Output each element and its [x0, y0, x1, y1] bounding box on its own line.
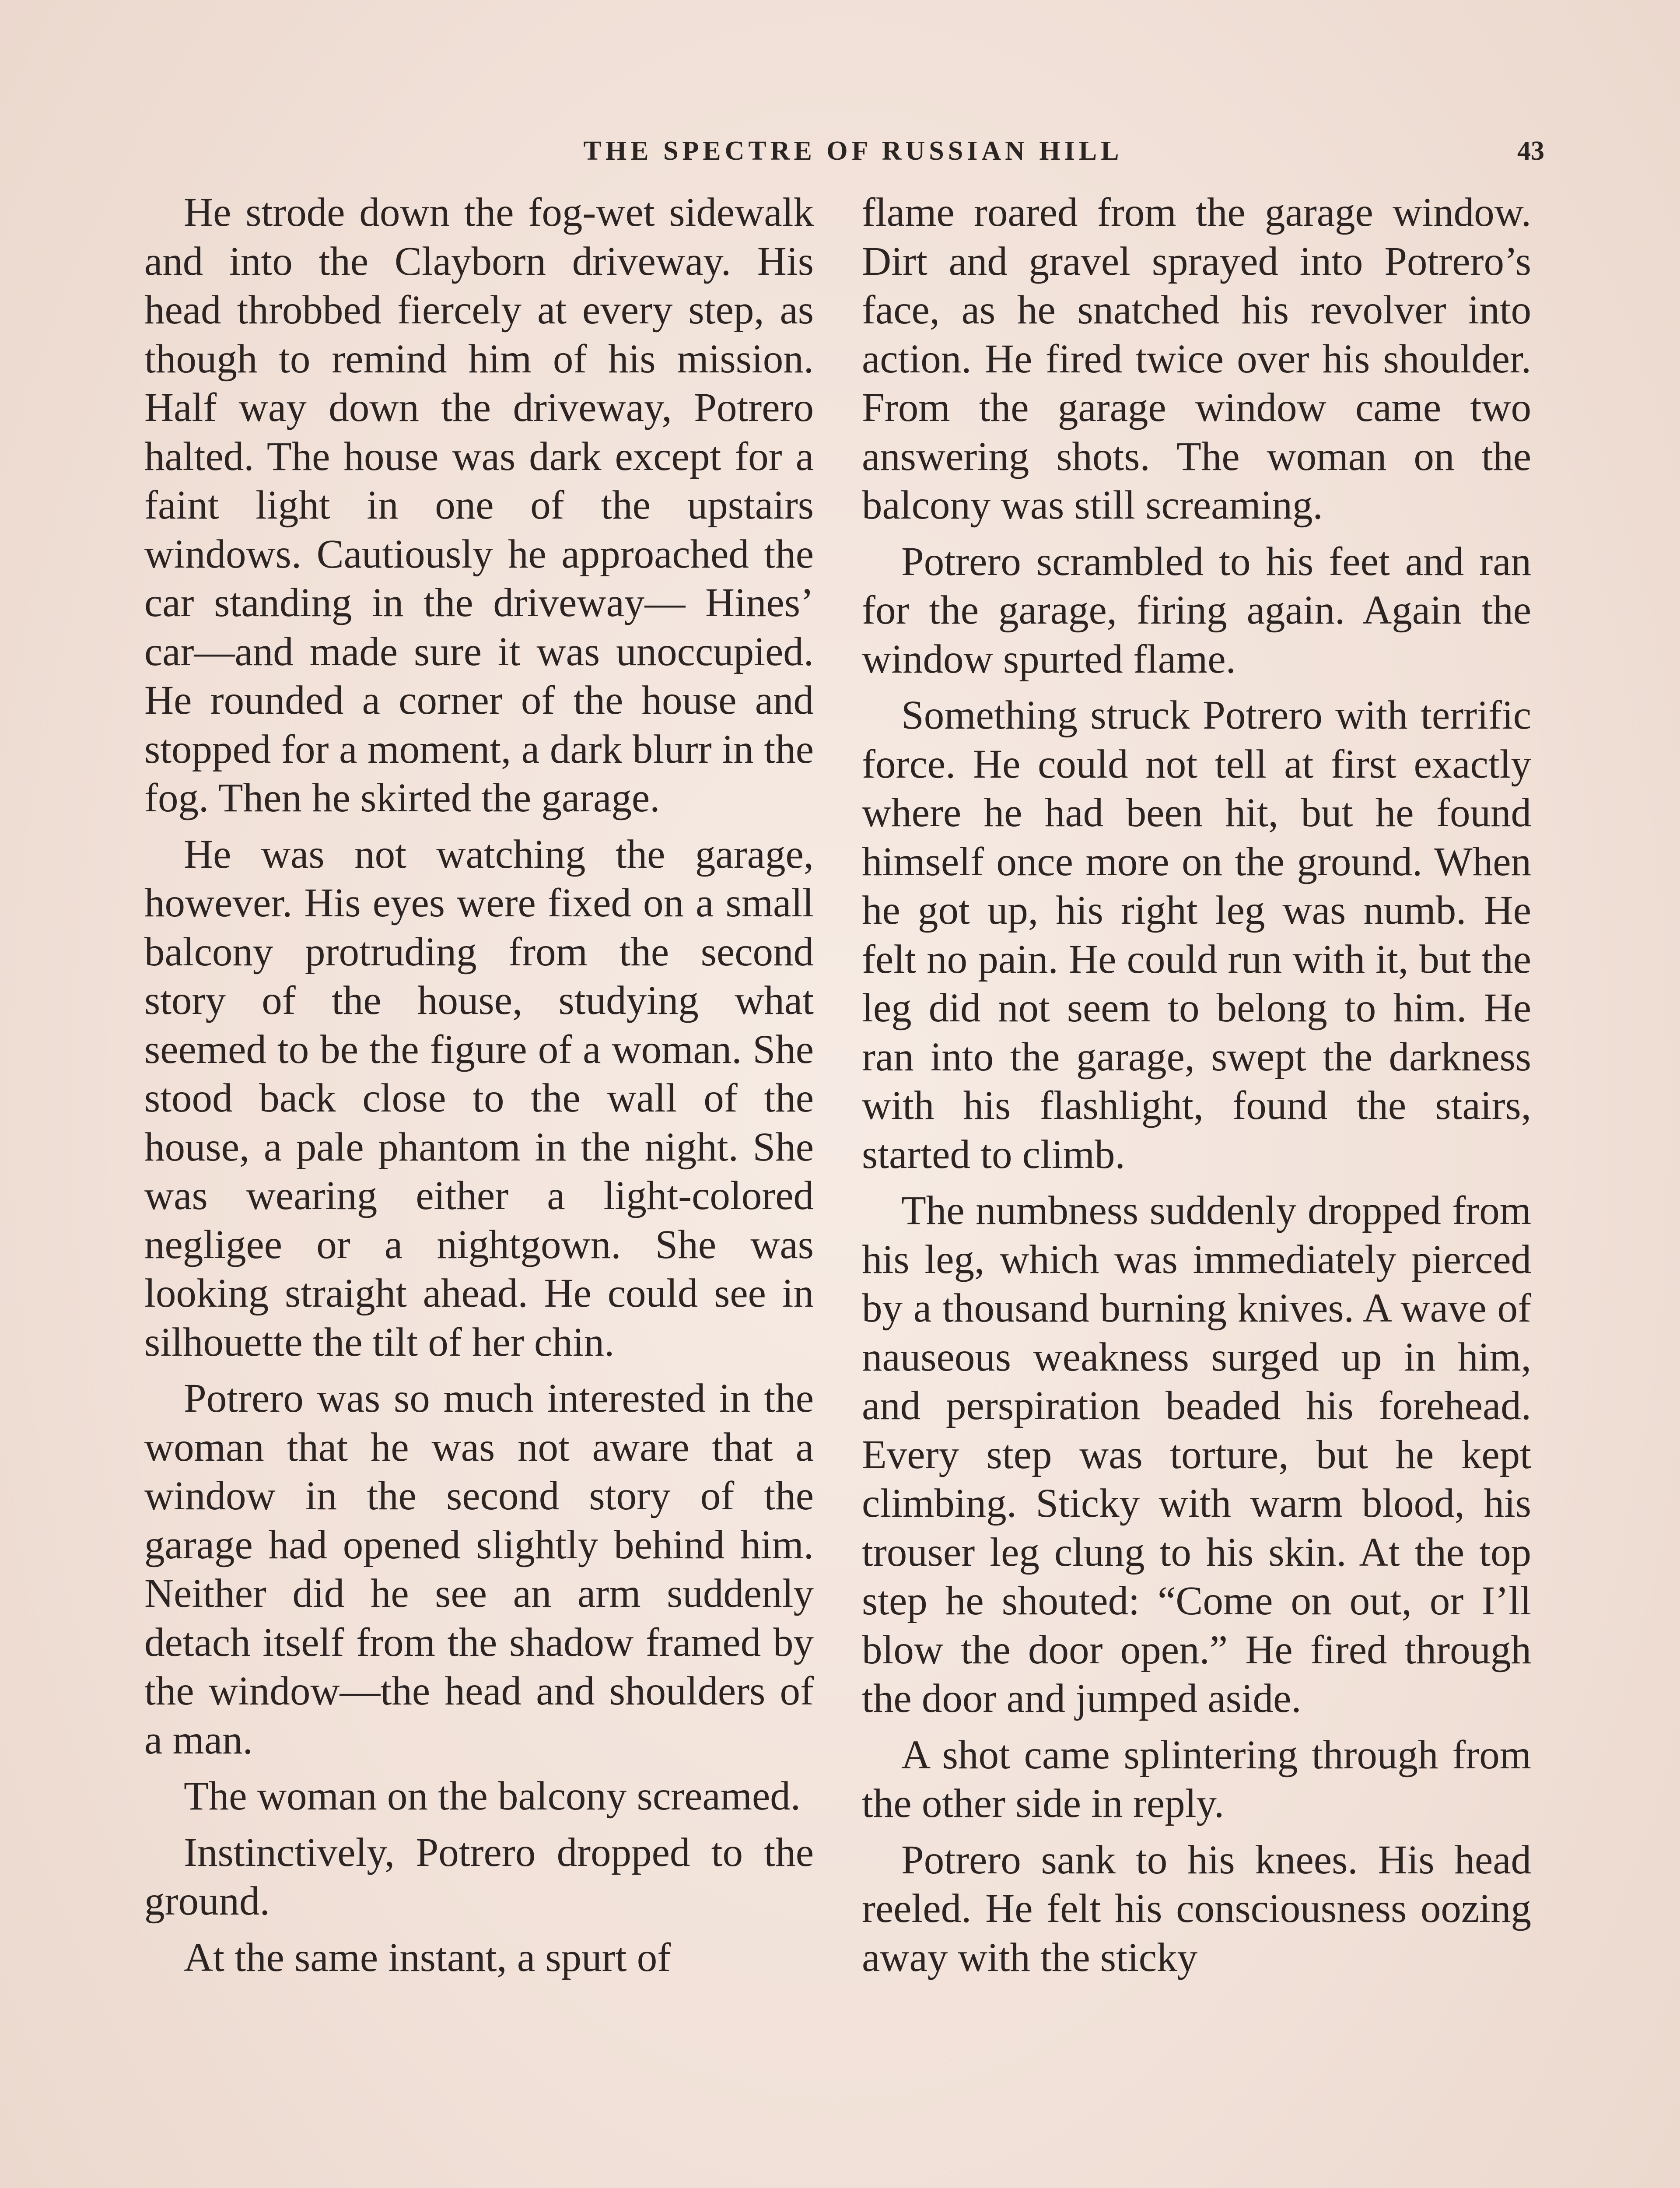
right-column	[862, 188, 1531, 1989]
paragraph-continuation: flame roared from the garage window. Dirt and gravel sprayed into Potrero’s face, as he snatched his revolver into action. He fired twice over his shoulder. From the garage window came two answering shots. The woman on the balcony was still screaming.	[862, 190, 1531, 528]
paragraph: The numbness suddenly dropped from his leg, which was immediately pierced by a thousand burning knives. A wave of nauseous weakness surged up in him, and perspiration beaded his forehead. Every step was torture, but he kept climbing. Sticky with warm blood, his trouser leg clung to his skin. At the top step he shouted: “Come on out, or I’ll blow the door open.” He fired through the door and jumped aside.	[862, 1188, 1531, 1721]
paragraph: At the same instant, a spurt of	[184, 1935, 671, 1980]
left-column	[144, 188, 814, 1989]
page-number: 43	[1517, 136, 1544, 166]
paragraph: Potrero sank to his knees. His head reeled. He felt his consciousness oozing away with the sticky	[862, 1837, 1531, 1980]
paragraph: Something struck Potrero with terrific force. He could not tell at first exactly where he had been hit, but he found himself once more on the ground. When he got up, his right leg was numb. He felt no pain. He could run with it, but the leg did not seem to belong to him. He ran into the garage, swept the darkness with his flashlight, found the stairs, started to climb.	[862, 693, 1531, 1177]
paragraph: Potrero scrambled to his feet and ran for the garage, firing again. Again the window spurted flame.	[862, 539, 1531, 682]
paragraph: A shot came splintering through from the other side in reply.	[862, 1732, 1531, 1826]
running-title: THE SPECTRE OF RUSSIAN HILL	[583, 136, 1123, 166]
paragraph: Potrero was so much interested in the woman that he was not aware that a window in the second story of the garage had opened slightly behind him. Neither did he see an arm suddenly detach itself from the shadow framed by the window—the head and shoulders of a man.	[144, 1376, 814, 1763]
paragraph: Instinctively, Potrero dropped to the ground.	[144, 1830, 814, 1924]
paragraph: He strode down the fog-wet sidewalk and into the Clayborn driveway. His head throbbed fiercely at every step, as though to remind him of his mission. Half way down the driveway, Potrero halted. The house was dark except for a faint light in one of the upstairs windows. Cautiously he approached the car standing in the driveway— Hines’ car—and made sure it was unoccupied. He rounded a corner of the house and stopped for a moment, a dark blurr in the fog. Then he skirted the garage.	[144, 190, 814, 820]
paragraph: He was not watching the garage, however. His eyes were fixed on a small balcony protruding from the second story of the house, studying what seemed to be the figure of a woman. She stood back close to the wall of the house, a pale phantom in the night. She was wearing either a light-colored negligee or a nightgown. She was looking straight ahead. He could see in silhouette the tilt of her chin.	[144, 831, 814, 1365]
paragraph: The woman on the balcony screamed.	[184, 1774, 801, 1819]
